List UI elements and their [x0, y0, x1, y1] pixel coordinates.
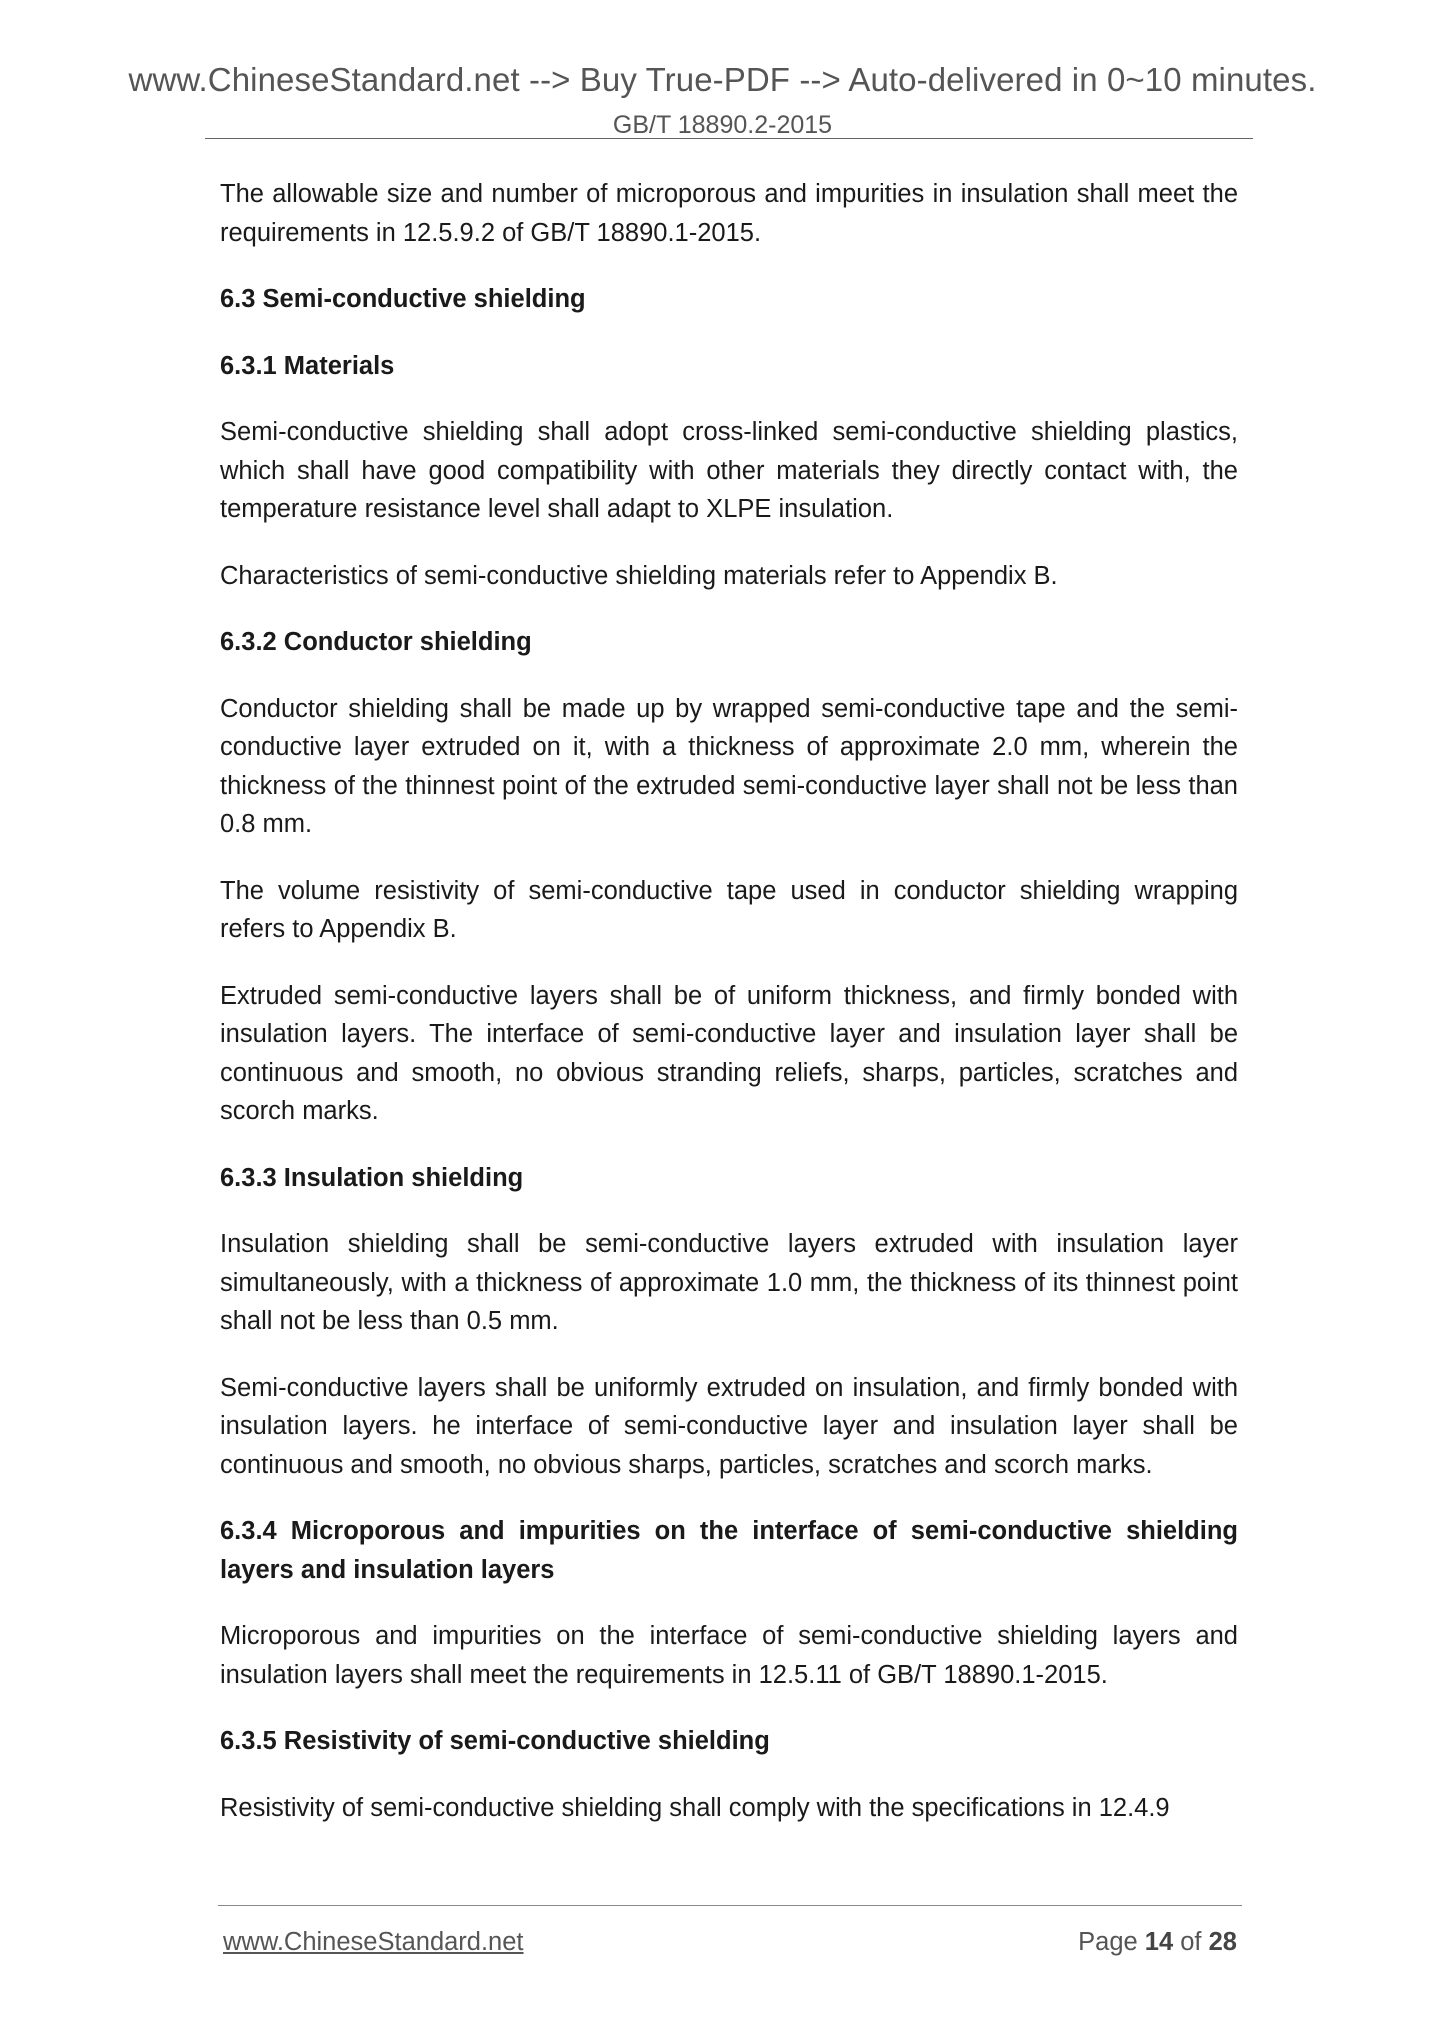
section-6-3-5-heading: 6.3.5 Resistivity of semi-conductive shielding	[220, 1727, 770, 1755]
section-6-3-2-heading: 6.3.2 Conductor shielding	[220, 628, 532, 656]
page-indicator	[1078, 1925, 1237, 1959]
page-of: of	[1180, 1928, 1202, 1956]
section-6-3-heading: 6.3 Semi-conductive shielding	[220, 285, 586, 313]
section-6-3-3-paragraph-2: Semi-conductive layers shall be uniformly extruded on insulation, and firmly bonded with insulation layers. he interface of semi-conductive layer and insulation layer shall be continuous and smooth, no obvious sharps, particles, scratches and scorch marks.	[220, 1373, 1238, 1479]
section-6-3-5-paragraph-1: Resistivity of semi-conductive shielding shall comply with the specifications in 12.4.9	[220, 1793, 1170, 1822]
section-6-3-1-paragraph-2: Characteristics of semi-conductive shielding materials refer to Appendix B.	[220, 561, 1058, 590]
footer-divider	[218, 1905, 1242, 1906]
section-6-3-1-paragraph-1: Semi-conductive shielding shall adopt cross-linked semi-conductive shielding plastics, which shall have good compatibility with other materials they directly contact with, the temperature resistance level shall adapt to XLPE insulation.	[220, 418, 1238, 523]
header-banner: www.ChineseStandard.net --> Buy True-PDF --> Auto-delivered in 0~10 minutes.	[128, 61, 1317, 98]
intro-paragraph: The allowable size and number of microporous and impurities in insulation shall meet the requirements in 12.5.9.2 of GB/T 18890.1-2015.	[220, 180, 1238, 247]
section-6-3-4-heading: 6.3.4 Microporous and impurities on the interface of semi-conductive shielding layers and insulation layers	[220, 1517, 1238, 1584]
section-6-3-1-heading: 6.3.1 Materials	[220, 351, 395, 380]
section-6-3-4-paragraph-1: Microporous and impurities on the interface of semi-conductive shielding layers and insulation layers shall meet the requirements in 12.5.11 of GB/T 18890.1-2015.	[220, 1622, 1238, 1689]
section-6-3-3-heading: 6.3.3 Insulation shielding	[220, 1163, 524, 1192]
document-body	[220, 175, 1238, 1855]
section-6-3-2-paragraph-1: Conductor shielding shall be made up by wrapped semi-conductive tape and the semi-conductive layer extruded on it, with a thickness of approximate 2.0 mm, wherein the thickness of the thinnest point of the extruded semi-conductive layer shall not be less than 0.8 mm.	[220, 694, 1238, 838]
header-divider	[205, 138, 1253, 139]
page-current: 14	[1144, 1928, 1174, 1956]
standard-code: GB/T 18890.2-2015	[612, 111, 833, 139]
page-total: 28	[1208, 1928, 1237, 1956]
section-6-3-3-paragraph-1: Insulation shielding shall be semi-conductive layers extruded with insulation layer simultaneously, with a thickness of approximate 1.0 mm, the thickness of its thinnest point shall not be less than 0.5 mm.	[220, 1230, 1238, 1335]
page-header	[0, 58, 1445, 142]
page-word: Page	[1078, 1928, 1138, 1956]
site-link[interactable]: www.ChineseStandard.net	[223, 1928, 524, 1956]
section-6-3-2-paragraph-3: Extruded semi-conductive layers shall be of uniform thickness, and firmly bonded with insulation layers. The interface of semi-conductive layer and insulation layer shall be continuous and smooth, no obvious stranding reliefs, sharps, particles, scratches and scorch marks.	[220, 981, 1238, 1125]
section-6-3-2-paragraph-2: The volume resistivity of semi-conductive tape used in conductor shielding wrapping refers to Appendix B.	[220, 876, 1238, 943]
